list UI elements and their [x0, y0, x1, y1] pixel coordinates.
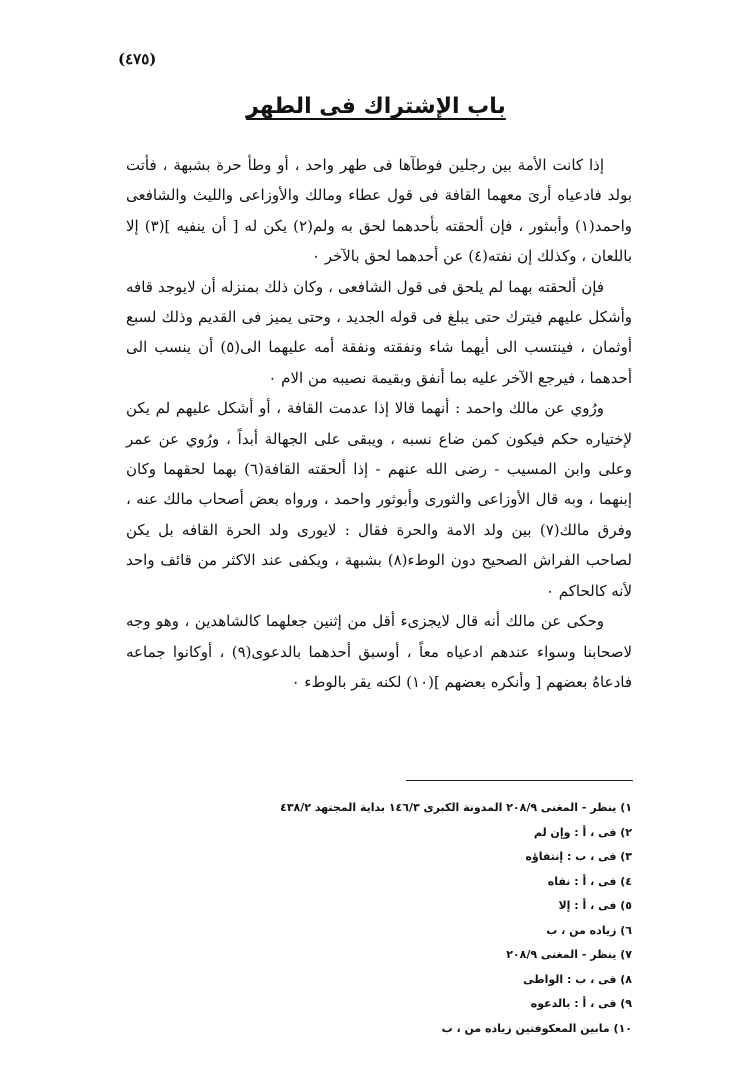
footnote: ٧) ينظر - المغنى ٢٠٨/٩: [506, 948, 632, 961]
footnote: ٨) فى ، ب : الواطى: [523, 972, 632, 986]
page-number: (٤٧٥): [118, 50, 157, 68]
paragraph: وحكى عن مالك أنه قال لايجزىء أقل من إثنين جعلهما كالشاهدين ، وهو وجه لاصحابنا وسواء عندهم ادعياه معاً ، أوسبق أحدهما بالدعوى(٩) ، أوكانوا جماعه فادعاهُ بعضهم [ وأنكره بعضهم ](١٠) لكنه يقر بالوطء ٠: [126, 612, 633, 691]
footnote: ٩) فى ، أ : بالدعوه: [530, 997, 632, 1010]
footnotes-list: [200, 796, 632, 1041]
footnote: ١٠) مابين المعكوفتين زياده من ، ب: [441, 1021, 632, 1035]
paragraph: إذا كانت الأمة بين رجلين فوطآها فى طهر واحد ، أو وطأ حرة بشبهة ، فأتت بولد فادعياه أرىَ معهما القافة فى قول عطاء ومالك والأوزاعى والليث والشافعى واحمد(١) وأبىثور ، فإن ألحقته بأحدهما لحق به ولم(٢) يكن له [ أن ينفيه ](٣) إلا باللعان ، وكذلك إن نفته(٤) عن أحدهما لحق بالآخر ٠: [126, 156, 633, 266]
footnote: ٥) فى ، أ : إلا: [558, 899, 632, 912]
chapter-title: باب الإشتراك فى الطهر: [246, 94, 506, 119]
footnote: ٣) فى ، ب : إنتفاؤه: [525, 850, 632, 863]
footnote: ٦) زياده من ، ب: [546, 923, 632, 937]
footnote: ٢) فى ، أ : وإن لم: [533, 825, 632, 839]
paragraph: فإن ألحقته بهما لم يلحق فى قول الشافعى ، وكان ذلك بمنزله أن لايوجد قافه وأشكل عليهم فيترك حتى يبلغ فى قوله الجديد ، وحتى يميز فى القديم وذلك لسبع أوثمان ، فينتسب الى أيهما شاء ونفقته ونفقة أمه عليهما الى(٥) أن ينسب الى أحدهما ، فيرجع الآخر عليه بما أنفق وبقيمة نصيبه من الام ٠: [126, 277, 632, 387]
footnote-divider: [406, 780, 633, 781]
body-text: [126, 150, 632, 697]
footnote: ١) ينظر - المغنى ٢٠٨/٩ المدونة الكبرى ١٤٦/٣ بداية المجتهد ٤٣٨/٢: [280, 801, 632, 814]
footnote: ٤) فى ، أ : نفاه: [547, 874, 632, 888]
paragraph: ورُوي عن مالك واحمد : أنهما قالا إذا عدمت القافة ، أو أشكل عليهم لم يكن لإختياره حكم فيكون كمن ضاع نسبه ، ويبقى على الجهالة أبداً ، ورُوي عن عمر وعلى وابن المسيب - رضى الله عنهم - إذا ألحقته القافة(٦) بهما لحقهما وكان إبنهما ، وبه قال الأوزاعى والثورى وأبوثور واحمد ، ورواه بعض أصحاب مالك عنه ، وفرق مالك(٧) بين ولد الامة والحرة فقال : لايورى ولد الحرة القافه بل يكن لصاحب الفراش الصحيح دون الوطء(٨) بشبهة ، ويكفى عند الاكثر من قائف واحد لأنه كالحاكم ٠: [126, 399, 633, 600]
